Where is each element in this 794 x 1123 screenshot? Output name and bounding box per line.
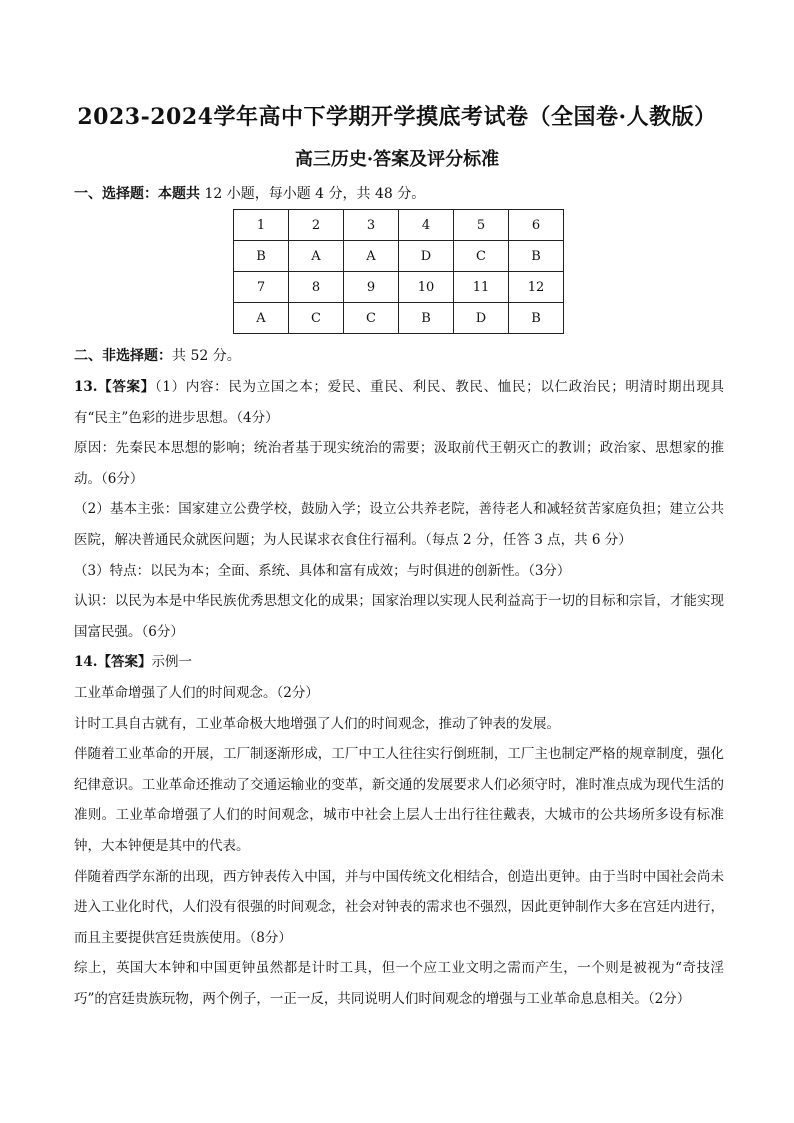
table-cell: 8 (289, 272, 344, 303)
table-cell: 1 (234, 210, 289, 241)
q14-paragraph-3: 伴随着工业革命的开展，工厂制逐渐形成，工厂中工人往往实行倒班制，工厂主也制定严格的规章制度，强化纪律意识。工业革命还推动了交通运输业的变革，新交通的发展要求人们必须守时，准时准点成为现代生活的准则。工业革命增强了人们的时间观念，城市中社会上层人士出行往往戴表，大城市的公共场所多设有标准钟，大本钟便是其中的代表。 (74, 746, 724, 854)
section-open-questions-heading-bold: 二、非选择题： (74, 348, 172, 364)
table-cell: 4 (399, 210, 454, 241)
document-subtitle: 高三历史·答案及评分标准 (294, 149, 500, 170)
table-cell: 7 (234, 272, 289, 303)
q14-label: 14.【答案】 (74, 654, 152, 671)
q13-part3-features: （3）特点：以民为本；全面、系统、具体和富有成效；与时俱进的创新性。（3分） (74, 562, 571, 579)
table-cell: 12 (509, 272, 564, 303)
table-cell: 2 (289, 210, 344, 241)
table-row-answers-2 (234, 303, 564, 334)
table-cell: 5 (454, 210, 509, 241)
section-multiple-choice-heading-rest: 12 小题，每小题 4 分，共 48 分。 (200, 186, 426, 202)
q13-paragraph-1 (74, 372, 724, 433)
q13-part2-content: （2）基本主张：国家建立公费学校，鼓励入学；设立公共养老院，善待老人和减轻贫苦家庭负担；建立公共医院，解决普通民众就医问题；为人民谋求衣食住行福利。（每点 2 分，任答 3 点，共 6 分） (74, 501, 724, 548)
table-cell: A (344, 241, 399, 272)
table-cell: B (509, 241, 564, 272)
table-cell: 3 (344, 210, 399, 241)
section-multiple-choice-heading (74, 183, 425, 203)
answer-key-table (233, 209, 564, 334)
q13-label: 13.【答案】 (74, 379, 155, 395)
table-cell: B (234, 241, 289, 272)
table-cell: 11 (454, 272, 509, 303)
q14-intro: 示例一 (151, 654, 192, 671)
q14-conclusion: 综上，英国大本钟和中国更钟虽然都是计时工具，但一个应工业文明之需而产生，一个则是被视为“奇技淫巧”的宫廷贵族玩物，两个例子，一正一反，共同说明人们时间观念的增强与工业革命息息相关。（2分） (74, 960, 724, 1007)
table-cell: D (454, 303, 509, 334)
table-cell: 6 (509, 210, 564, 241)
table-cell: C (289, 303, 344, 334)
q14-paragraph-1 (74, 647, 724, 678)
table-cell: A (289, 241, 344, 272)
table-row-numbers-1 (234, 210, 564, 241)
q14-paragraph-2: 计时工具自古就有，工业革命极大地增强了人们的时间观念，推动了钟表的发展。 (74, 715, 560, 732)
answers-body (74, 372, 724, 1014)
table-cell: 10 (399, 272, 454, 303)
table-cell: B (509, 303, 564, 334)
q13-part3-understanding: 认识：以民为本是中华民族优秀思想文化的成果；国家治理以实现人民利益高于一切的目标和宗旨，才能实现国富民强。（6分） (74, 593, 724, 640)
table-cell: A (234, 303, 289, 334)
table-row-answers-1 (234, 241, 564, 272)
table-cell: 9 (344, 272, 399, 303)
q14-paragraph-4: 伴随着西学东渐的出现，西方钟表传入中国，并与中国传统文化相结合，创造出更钟。由于当时中国社会尚未进入工业化时代，人们没有很强的时间观念，社会对钟表的需求也不强烈，因此更钟制作大多在宫廷内进行，而且主要提供宫廷贵族使用。（8分） (74, 868, 724, 946)
section-multiple-choice-heading-bold: 一、选择题：本题共 (74, 186, 200, 202)
q13-part1-content: （1）内容：民为立国之本；爱民、重民、利民、教民、恤民；以仁政治民；明清时期出现具有“民主”色彩的进步思想。（4分） (74, 379, 724, 426)
q14-thesis: 工业革命增强了人们的时间观念。（2分） (74, 684, 319, 701)
table-row-numbers-2 (234, 272, 564, 303)
document-title: 2023-2024学年高中下学期开学摸底考试卷（全国卷·人教版） (77, 104, 717, 130)
q13-part1-reasons: 原因：先秦民本思想的影响；统治者基于现实统治的需要；汲取前代王朝灭亡的教训；政治家、思想家的推动。（6分） (74, 440, 724, 487)
section-open-questions-heading-rest: 共 52 分。 (172, 348, 241, 364)
table-cell: C (344, 303, 399, 334)
table-cell: C (454, 241, 509, 272)
table-cell: D (399, 241, 454, 272)
section-open-questions-heading (74, 345, 241, 365)
table-cell: B (399, 303, 454, 334)
